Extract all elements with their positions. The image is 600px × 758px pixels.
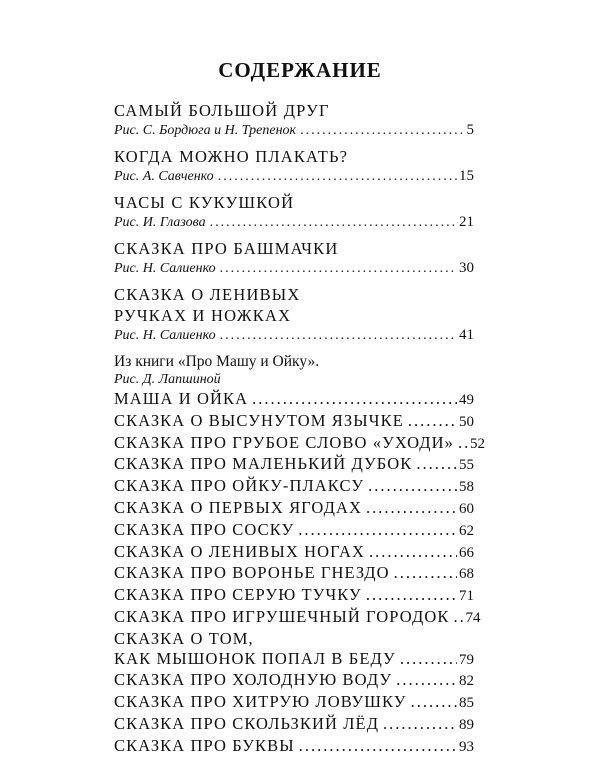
page-number: 5 <box>466 122 474 138</box>
story-row <box>114 542 474 564</box>
story-title: СКАЗКА О ЛЕНИВЫХ НОГАХ <box>114 541 366 561</box>
page-number: 71 <box>459 588 474 605</box>
toc-credit: Рис. С. Бордюга и Н. Трепенок <box>114 123 297 138</box>
dot-leader <box>368 476 457 496</box>
page-number: 82 <box>459 673 474 690</box>
toc-credit-row <box>114 259 474 278</box>
story-title: СКАЗКА ПРО ГРУБОЕ СЛОВО «УХОДИ» <box>114 432 455 452</box>
story-title: СКАЗКА ПРО СКОЛЬЗКИЙ ЛЁД <box>114 713 380 733</box>
dot-leader <box>400 649 457 669</box>
page-number: 68 <box>459 566 474 583</box>
story-title: МАША И ОЙКА <box>114 389 249 408</box>
toc-credit-row <box>114 326 474 345</box>
page-title: СОДЕРЖАНИЕ <box>218 58 382 82</box>
toc-credit-row <box>114 167 474 186</box>
dot-leader <box>383 714 457 734</box>
story-title: СКАЗКА ПРО МАЛЕНЬКИЙ ДУБОК <box>114 454 413 474</box>
page-number: 60 <box>459 500 474 517</box>
page-number: 55 <box>459 457 474 474</box>
dot-leader <box>299 736 457 756</box>
page-number: 85 <box>459 695 474 712</box>
story-row <box>114 585 474 607</box>
dot-leader <box>298 520 457 540</box>
story-row <box>114 563 474 585</box>
story-row <box>114 736 474 758</box>
toc-heading: КОГДА МОЖНО ПЛАКАТЬ? <box>114 147 349 166</box>
toc-heading: САМЫЙ БОЛЬШОЙ ДРУГ <box>114 101 330 120</box>
dot-leader <box>453 607 463 627</box>
table-of-contents <box>114 100 486 758</box>
dot-leader <box>218 168 457 186</box>
story-row <box>114 692 474 714</box>
story-row <box>114 520 474 542</box>
toc-credit: Рис. Н. Салиенко <box>114 328 216 343</box>
dot-leader <box>220 260 457 278</box>
story-row <box>114 498 474 520</box>
dot-leader <box>366 498 457 518</box>
page-number: 50 <box>459 413 474 430</box>
page-number: 30 <box>459 260 474 276</box>
toc-credit-row <box>114 121 474 140</box>
dot-leader <box>458 433 468 453</box>
story-row <box>114 649 474 671</box>
dot-leader <box>416 454 457 474</box>
toc-credit: Рис. А. Савченко <box>114 169 214 184</box>
book-credit: Рис. Д. Лапшиной <box>114 372 221 387</box>
story-title: СКАЗКА О ПЕРВЫХ ЯГОДАХ <box>114 497 362 517</box>
story-row <box>114 606 481 629</box>
dot-leader <box>411 692 457 712</box>
book-intro: Из книги «Про Машу и Ойку». <box>114 353 320 370</box>
page-number: 15 <box>459 168 474 184</box>
story-title: СКАЗКА ПРО ХИТРУЮ ЛОВУШКУ <box>114 692 407 712</box>
page-number: 79 <box>459 651 474 668</box>
toc-heading: ЧАСЫ С КУКУШКОЙ <box>114 193 295 212</box>
dot-leader <box>369 542 457 562</box>
story-row <box>114 454 474 476</box>
story-title: СКАЗКА ПРО ИГРУШЕЧНЫЙ ГОРОДОК <box>114 606 450 626</box>
page-number: 52 <box>470 435 486 452</box>
dot-leader <box>366 585 457 605</box>
page-number: 74 <box>465 609 481 626</box>
story-title: КАК МЫШОНОК ПОПАЛ В БЕДУ <box>114 648 396 668</box>
story-title: СКАЗКА О ТОМ, <box>114 628 254 648</box>
page-number: 41 <box>459 327 474 343</box>
story-title: СКАЗКА ПРО ХОЛОДНУЮ ВОДУ <box>114 670 393 690</box>
dot-leader <box>300 122 464 140</box>
story-row <box>114 714 474 736</box>
story-row <box>114 476 474 498</box>
dot-leader <box>394 563 457 583</box>
toc-credit-row <box>114 213 474 232</box>
story-row <box>114 411 474 433</box>
story-row <box>114 432 486 455</box>
story-title: СКАЗКА ПРО СОСКУ <box>114 519 295 539</box>
story-title: СКАЗКА ПРО БУКВЫ <box>114 735 295 755</box>
story-title: СКАЗКА ПРО ВОРОНЬЕ ГНЕЗДО <box>114 563 390 583</box>
toc-credit: Рис. И. Глазова <box>114 215 206 230</box>
page-number: 49 <box>459 392 474 408</box>
story-row <box>114 670 474 692</box>
story-title: СКАЗКА ПРО СЕРУЮ ТУЧКУ <box>114 585 362 605</box>
dot-leader <box>220 327 457 345</box>
toc-heading: СКАЗКА ПРО БАШМАЧКИ <box>114 239 339 258</box>
story-title: СКАЗКА О ВЫСУНУТОМ ЯЗЫЧКЕ <box>114 410 404 430</box>
dot-leader <box>396 670 457 690</box>
toc-heading: СКАЗКА О ЛЕНИВЫХ <box>114 285 301 304</box>
page-number: 89 <box>459 716 474 733</box>
toc-credit: Рис. Н. Салиенко <box>114 261 216 276</box>
dot-leader <box>408 411 457 431</box>
story-row <box>114 389 474 411</box>
page-number: 62 <box>459 522 474 539</box>
dot-leader <box>252 389 457 409</box>
toc-heading: РУЧКАХ И НОЖКАХ <box>114 306 292 325</box>
page-number: 58 <box>459 479 474 496</box>
page-number: 93 <box>459 738 474 755</box>
dot-leader <box>210 214 457 232</box>
page-number: 66 <box>459 544 474 561</box>
story-title: СКАЗКА ПРО ОЙКУ-ПЛАКСУ <box>114 476 365 496</box>
page-number: 21 <box>459 214 474 230</box>
